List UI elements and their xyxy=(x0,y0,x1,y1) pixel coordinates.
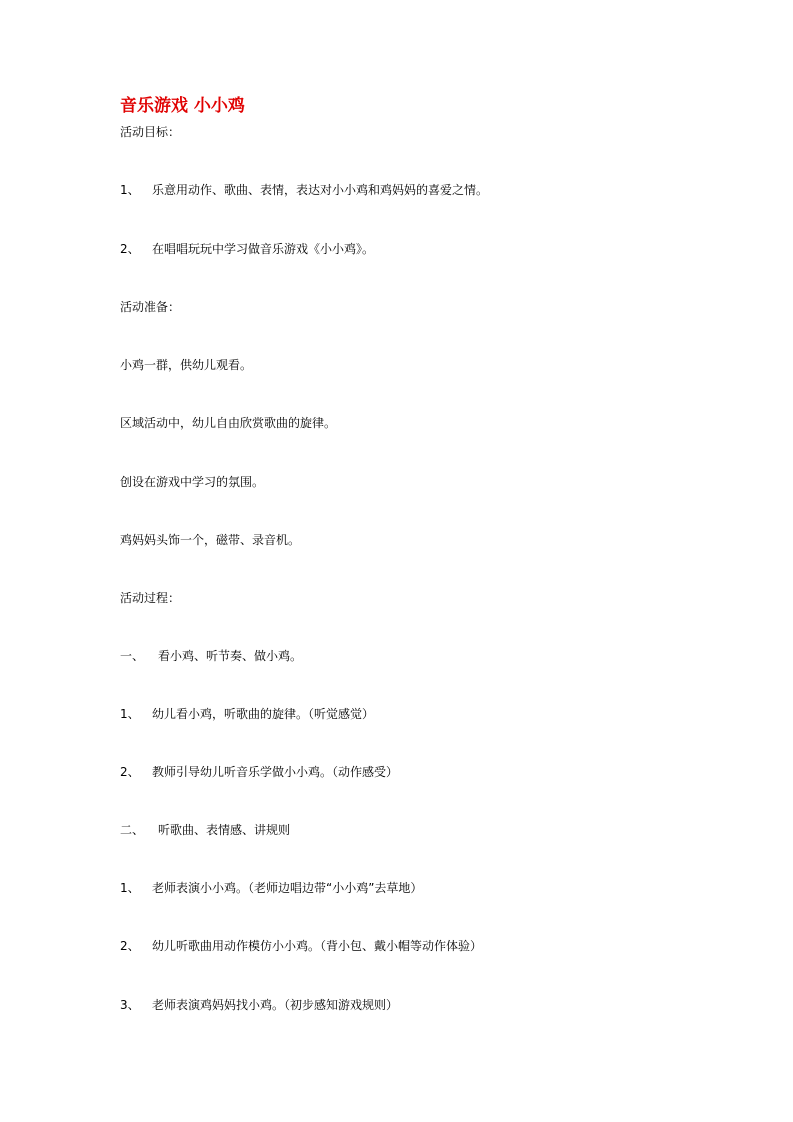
item-number: 1、 xyxy=(120,881,140,895)
item-number: 2、 xyxy=(120,242,140,256)
process-substep xyxy=(120,938,482,954)
line-text: 老师表演鸡妈妈找小鸡。（初步感知游戏规则） xyxy=(152,998,399,1012)
item-number: 3、 xyxy=(120,998,140,1012)
process-substep xyxy=(120,764,398,780)
line-text: 创设在游戏中学习的氛围。 xyxy=(120,475,265,489)
preparation-item xyxy=(120,474,264,490)
item-number: 1、 xyxy=(120,183,140,197)
item-number: 2、 xyxy=(120,765,140,779)
goal-item-1 xyxy=(120,182,488,198)
process-step-1 xyxy=(120,648,302,664)
line-text: 幼儿听歌曲用动作模仿小小鸡。（背小包、戴小帽等动作体验） xyxy=(152,939,483,953)
process-substep xyxy=(120,706,374,722)
item-number: 二、 xyxy=(120,823,145,837)
section-heading-preparation xyxy=(120,299,180,315)
process-substep xyxy=(120,880,422,896)
process-step-2 xyxy=(120,822,290,838)
section-heading-process xyxy=(120,590,180,606)
item-number: 1、 xyxy=(120,707,140,721)
line-text: 教师引导幼儿听音乐学做小小鸡。（动作感受） xyxy=(152,765,399,779)
line-text: 活动过程： xyxy=(120,591,181,605)
item-number: 2、 xyxy=(120,939,140,953)
preparation-item xyxy=(120,357,252,373)
document-title: 音乐游戏 小小鸡 xyxy=(120,96,245,116)
line-text: 幼儿看小鸡，听歌曲的旋律。（听觉感觉） xyxy=(152,707,375,721)
preparation-item xyxy=(120,415,336,431)
goal-item-2 xyxy=(120,241,374,257)
process-substep xyxy=(120,997,398,1013)
section-heading-goals xyxy=(120,124,180,140)
line-text: 小鸡一群，供幼儿观看。 xyxy=(120,358,253,372)
line-text: 活动准备： xyxy=(120,300,181,314)
line-text: 区域活动中，幼儿自由欣赏歌曲的旋律。 xyxy=(120,416,337,430)
line-text: 听歌曲、表情感、讲规则 xyxy=(158,823,291,837)
line-text: 活动目标： xyxy=(120,125,181,139)
line-text: 乐意用动作、歌曲、表情，表达对小小鸡和鸡妈妈的喜爱之情。 xyxy=(152,183,489,197)
line-text: 老师表演小小鸡。（老师边唱边带“小小鸡”去草地） xyxy=(152,881,423,895)
line-text: 看小鸡、听节奏、做小鸡。 xyxy=(158,649,303,663)
preparation-item xyxy=(120,532,300,548)
line-text: 鸡妈妈头饰一个，磁带、录音机。 xyxy=(120,533,301,547)
item-number: 一、 xyxy=(120,649,145,663)
line-text: 在唱唱玩玩中学习做音乐游戏《小小鸡》。 xyxy=(152,242,375,256)
